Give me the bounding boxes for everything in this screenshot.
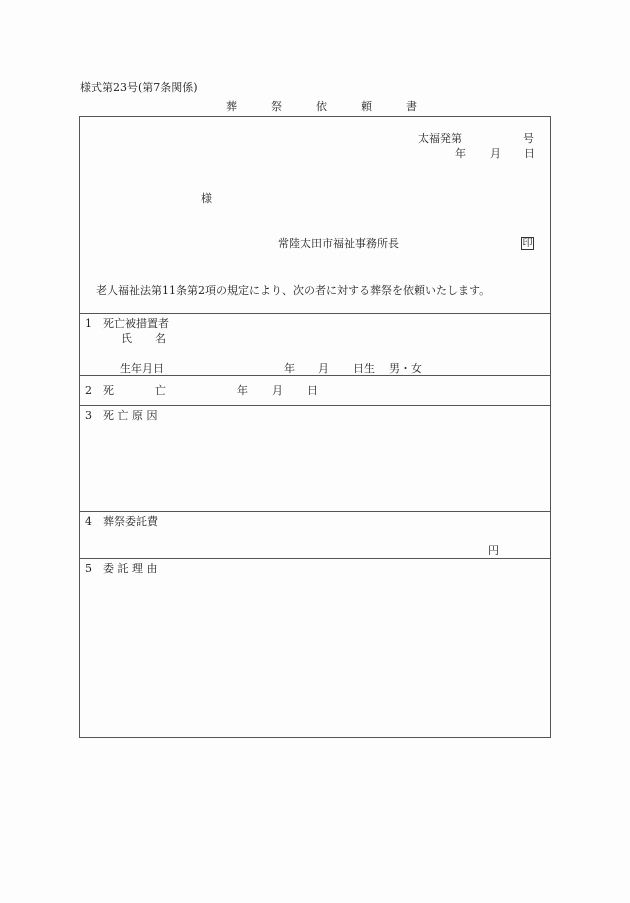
doc-number-prefix: 太福発第: [418, 132, 462, 145]
dob-year: 年: [284, 362, 295, 375]
seal-mark: 印: [522, 238, 533, 249]
title-char: 書: [406, 100, 417, 113]
divider: [79, 558, 551, 559]
doc-number-suffix: 号: [523, 132, 534, 145]
section2-title-1: 死: [103, 384, 114, 397]
divider: [79, 313, 551, 314]
title-char: 葬: [226, 100, 237, 113]
dob-month: 月: [318, 362, 329, 375]
section1-title: 死亡被措置者: [103, 317, 169, 330]
section3-title: 死 亡 原 因: [103, 409, 158, 422]
dob-label: 生年月日: [120, 362, 164, 375]
currency-unit: 円: [488, 544, 499, 557]
issue-date-year: 年: [455, 147, 466, 160]
document-title: [226, 101, 417, 112]
section4-number: 4: [85, 515, 92, 528]
issue-date-month: 月: [490, 147, 501, 160]
title-char: 祭: [271, 100, 282, 113]
divider: [79, 375, 551, 376]
title-char: 頼: [361, 100, 372, 113]
title-char: 依: [316, 100, 327, 113]
section5-number: 5: [85, 562, 92, 575]
dob-day: 日生: [353, 362, 375, 375]
addressee-suffix: 様: [201, 192, 212, 205]
death-month: 月: [272, 384, 283, 397]
request-body-text: 老人福祉法第11条第2項の規定により、次の者に対する葬祭を依頼いたします。: [96, 284, 491, 297]
form-number-label: 様式第23号(第7条関係): [80, 81, 198, 94]
section5-title: 委 託 理 由: [103, 562, 158, 575]
issuer-name: 常陸太田市福祉事務所長: [278, 237, 399, 250]
gender-choice: 男・女: [389, 362, 422, 375]
issue-date-day: 日: [524, 147, 535, 160]
death-year: 年: [237, 384, 248, 397]
divider: [79, 405, 551, 406]
name-label-2: 名: [155, 332, 166, 345]
form-frame: [79, 116, 551, 738]
divider: [79, 511, 551, 512]
section3-number: 3: [85, 409, 92, 422]
name-label-1: 氏: [121, 332, 132, 345]
section2-number: 2: [85, 384, 92, 397]
section2-title-2: 亡: [155, 384, 166, 397]
section4-title: 葬祭委託費: [103, 515, 158, 528]
section1-number: 1: [85, 317, 92, 330]
death-day: 日: [307, 384, 318, 397]
